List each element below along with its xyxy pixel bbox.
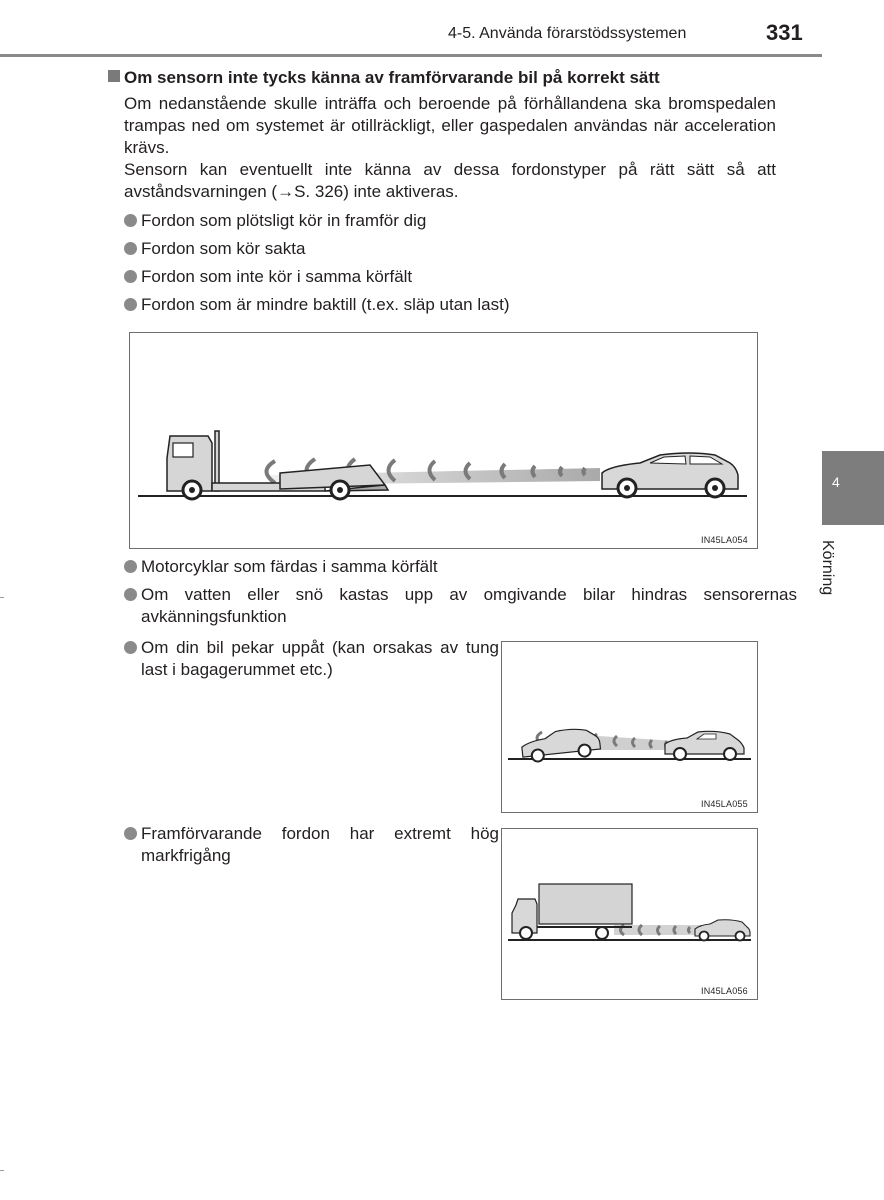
figure-pitched-car [501, 641, 758, 813]
list-item: Fordon som kör sakta [124, 238, 305, 260]
bullet-dot-icon [124, 827, 137, 840]
page-number: 331 [766, 20, 803, 45]
bullet-dot-icon [124, 214, 137, 227]
figure-high-clearance [501, 828, 758, 1000]
figure-tow-truck [129, 332, 758, 549]
chapter-tab-number: 4 [832, 474, 840, 490]
bullet-dot-icon [124, 242, 137, 255]
header-section-title: 4-5. Använda förarstödssystemen [448, 25, 687, 42]
crop-mark [0, 597, 4, 598]
list-item: Motorcyklar som färdas i samma körfält [124, 556, 438, 578]
high-clearance-illustration [502, 829, 757, 999]
header-rule [0, 54, 822, 57]
tow-truck-illustration [130, 333, 757, 548]
list-item: Fordon som inte kör i samma körfält [124, 266, 412, 288]
crop-mark [0, 1170, 4, 1171]
body-paragraph: Om nedanstående skulle inträffa och beroende på förhållandena ska bromspedalen trampas ned om systemet är otillräckligt, eller gaspedalen användas när acceleration krävs. [124, 94, 776, 157]
chapter-tab-label: Körning [819, 540, 836, 596]
bullet-dot-icon [124, 588, 137, 601]
bullet-dot-icon [124, 641, 137, 654]
list-item: Fordon som plötsligt kör in framför dig [124, 210, 426, 232]
section-heading-text: Om sensorn inte tycks känna av framförvarande bil på korrekt sätt [124, 68, 660, 87]
heading-square-icon [108, 70, 120, 82]
bullet-dot-icon [124, 298, 137, 311]
list-item: Framförvarande fordon har extremt hög markfrigång [124, 823, 499, 867]
list-item: Fordon som är mindre baktill (t.ex. släp utan last) [124, 294, 509, 316]
figure-id: IN45LA054 [701, 535, 748, 545]
bullet-dot-icon [124, 270, 137, 283]
pitched-car-illustration [502, 642, 757, 812]
body-paragraph: Sensorn kan eventuellt inte känna av dessa fordonstyper på rätt sätt så att avståndsvarningen (→S. 326) inte aktiveras. [124, 160, 776, 201]
list-item: Om vatten eller snö kastas upp av omgivande bilar hindras sensorernas avkänningsfunktion [124, 584, 797, 628]
figure-id: IN45LA056 [701, 986, 748, 996]
section-heading [108, 68, 660, 88]
bullet-dot-icon [124, 560, 137, 573]
list-item: Om din bil pekar uppåt (kan orsakas av tung last i bagagerummet etc.) [124, 637, 499, 681]
figure-id: IN45LA055 [701, 799, 748, 809]
